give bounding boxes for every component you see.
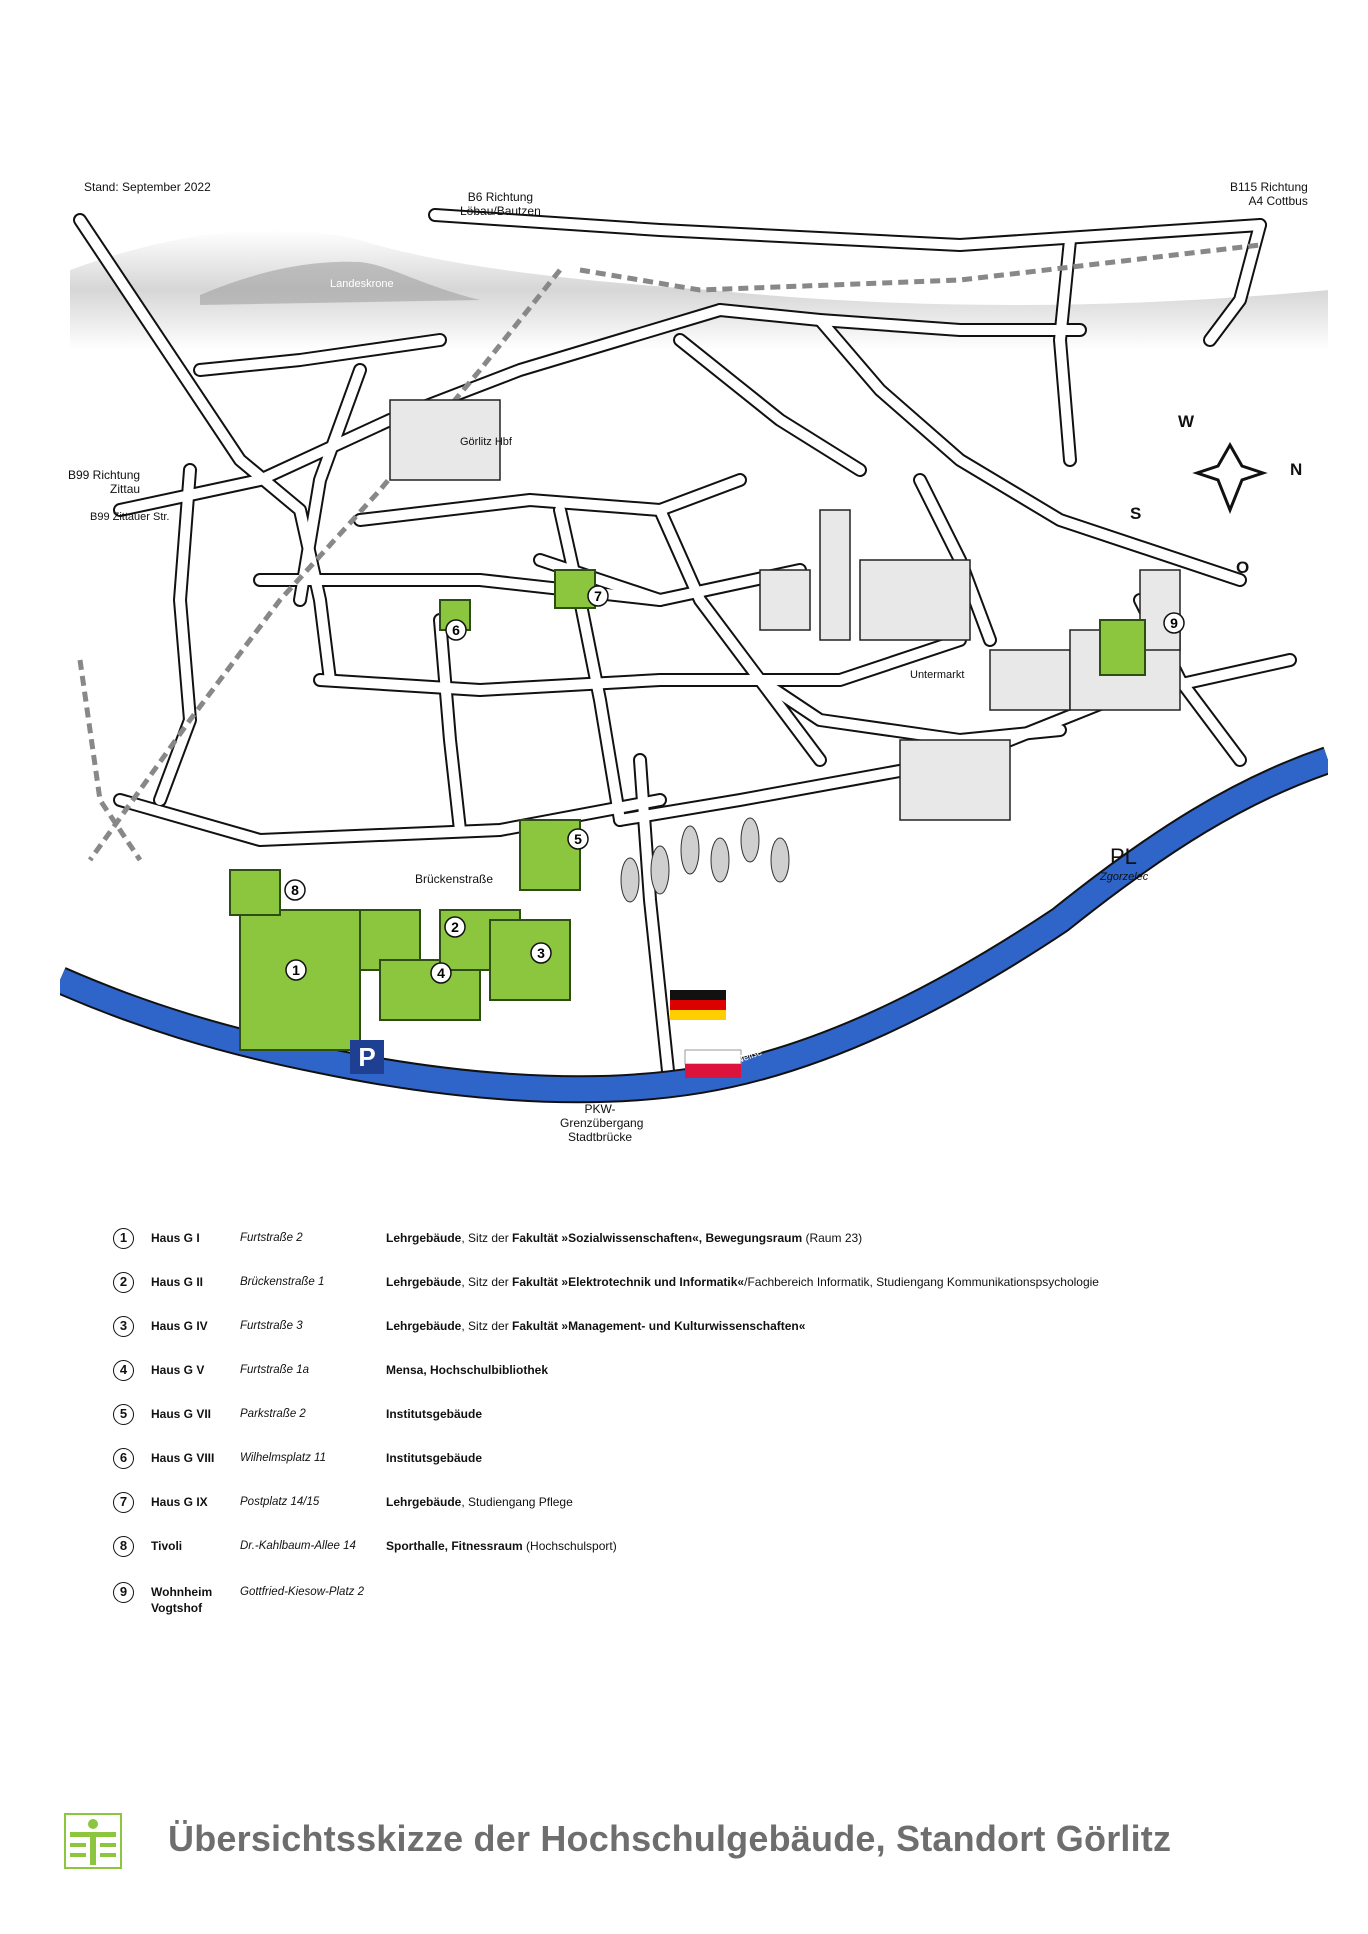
legend-description: Mensa, Hochschulbibliothek bbox=[386, 1363, 549, 1377]
svg-text:3: 3 bbox=[537, 945, 545, 961]
label-pl: PL bbox=[1110, 844, 1137, 869]
marker-4 bbox=[431, 963, 451, 983]
svg-text:5: 5 bbox=[574, 831, 582, 847]
svg-text:6: 6 bbox=[452, 622, 460, 638]
legend-address: Wilhelmsplatz 11 bbox=[240, 1452, 326, 1464]
legend-number-6: 6 bbox=[113, 1448, 134, 1469]
legend-name: Haus G V bbox=[151, 1363, 205, 1377]
legend-address: Gottfried-Kiesow-Platz 2 bbox=[240, 1586, 364, 1598]
legend-name: Haus G I bbox=[151, 1231, 200, 1245]
legend-name: Haus G IX bbox=[151, 1495, 208, 1509]
svg-text:7: 7 bbox=[594, 588, 602, 604]
legend-description: Sporthalle, Fitnessraum (Hochschulsport) bbox=[386, 1539, 617, 1553]
legend-address: Brückenstraße 1 bbox=[240, 1276, 325, 1288]
marker-3 bbox=[531, 943, 551, 963]
legend-address: Dr.-Kahlbaum-Allee 14 bbox=[240, 1540, 356, 1552]
legend-name: Haus G IV bbox=[151, 1319, 208, 1333]
svg-text:2: 2 bbox=[451, 919, 459, 935]
label-b6: B6 Richtung Löbau/Bautzen bbox=[460, 190, 541, 218]
marker-2 bbox=[445, 917, 465, 937]
compass-n: N bbox=[1290, 460, 1303, 479]
poland-flag bbox=[685, 1050, 741, 1078]
legend-description: Institutsgebäude bbox=[386, 1451, 483, 1465]
compass-rose-icon bbox=[1197, 445, 1263, 510]
legend-number-9: 9 bbox=[113, 1582, 134, 1603]
legend-address: Furtstraße 3 bbox=[240, 1320, 303, 1332]
map-drawing bbox=[60, 40, 1328, 1180]
svg-text:8: 8 bbox=[291, 882, 299, 898]
label-landeskrone: Landeskrone bbox=[330, 278, 394, 290]
marker-8 bbox=[285, 880, 305, 900]
legend-number-5: 5 bbox=[113, 1404, 134, 1425]
compass-s: S bbox=[1130, 504, 1142, 523]
compass-o: O bbox=[1236, 558, 1250, 577]
label-b99: B99 Richtung Zittau bbox=[68, 468, 141, 496]
legend-name: Haus G II bbox=[151, 1275, 204, 1289]
parking-label: P bbox=[358, 1042, 376, 1072]
germany-flag bbox=[670, 990, 726, 1020]
marker-5 bbox=[568, 829, 588, 849]
legend-name: Tivoli bbox=[151, 1539, 183, 1553]
legend-name: Haus G VII bbox=[151, 1407, 212, 1421]
compass-w: W bbox=[1178, 412, 1195, 431]
legend-number-3: 3 bbox=[113, 1316, 134, 1337]
city-map bbox=[60, 40, 1328, 1180]
legend-number-4: 4 bbox=[113, 1360, 134, 1381]
legend-description: Lehrgebäude, Studiengang Pflege bbox=[386, 1495, 573, 1509]
legend-number-8: 8 bbox=[113, 1536, 134, 1557]
legend-name: Wohnheim Vogtshof bbox=[151, 1585, 213, 1615]
old-town-buildings bbox=[390, 400, 1180, 820]
legend-address: Furtstraße 1a bbox=[240, 1364, 310, 1376]
legend-description: Lehrgebäude, Sitz der Fakultät »Management- und Kulturwissenschaften« bbox=[386, 1319, 806, 1333]
legend-description: Lehrgebäude, Sitz der Fakultät »Sozialwissenschaften«, Bewegungsraum (Raum 23) bbox=[386, 1231, 863, 1245]
map-date-stand: Stand: September 2022 bbox=[84, 180, 211, 194]
label-brueckenstrasse: Brückenstraße bbox=[415, 872, 494, 886]
legend-number-1: 1 bbox=[113, 1228, 134, 1249]
legend-number-7: 7 bbox=[113, 1492, 134, 1513]
legend-description: Lehrgebäude, Sitz der Fakultät »Elektrotechnik und Informatik«/Fachbereich Informatik, Studiengang Kommunikationspsychologie bbox=[386, 1275, 1099, 1289]
svg-text:9: 9 bbox=[1170, 615, 1178, 631]
marker-9 bbox=[1164, 613, 1184, 633]
svg-text:4: 4 bbox=[437, 965, 445, 981]
page-title: Übersichtsskizze der Hochschulgebäude, Standort Görlitz bbox=[168, 1818, 1172, 1859]
svg-text:1: 1 bbox=[292, 962, 300, 978]
legend-address: Postplatz 14/15 bbox=[240, 1496, 320, 1508]
marker-7 bbox=[588, 586, 608, 606]
legend-number-2: 2 bbox=[113, 1272, 134, 1293]
label-b115: B115 Richtung A4 Cottbus bbox=[1230, 180, 1308, 208]
legend-description: Institutsgebäude bbox=[386, 1407, 483, 1421]
label-border-crossing: PKW- Grenzübergang Stadtbrücke bbox=[560, 1102, 644, 1144]
hochschule-logo-icon bbox=[64, 1813, 122, 1869]
label-untermarkt: Untermarkt bbox=[910, 669, 965, 681]
label-b99-zittauer: B99 Zittauer Str. bbox=[90, 511, 170, 523]
label-goerlitz-hbf: Görlitz Hbf bbox=[460, 436, 512, 448]
legend-name: Haus G VIII bbox=[151, 1451, 215, 1465]
label-zgorzelec: Zgorzelec bbox=[1100, 871, 1149, 883]
label-neisse: Neiße bbox=[734, 1046, 764, 1067]
legend-address: Parkstraße 2 bbox=[240, 1408, 306, 1420]
marker-1 bbox=[286, 960, 306, 980]
marker-6 bbox=[446, 620, 466, 640]
legend-address: Furtstraße 2 bbox=[240, 1232, 303, 1244]
